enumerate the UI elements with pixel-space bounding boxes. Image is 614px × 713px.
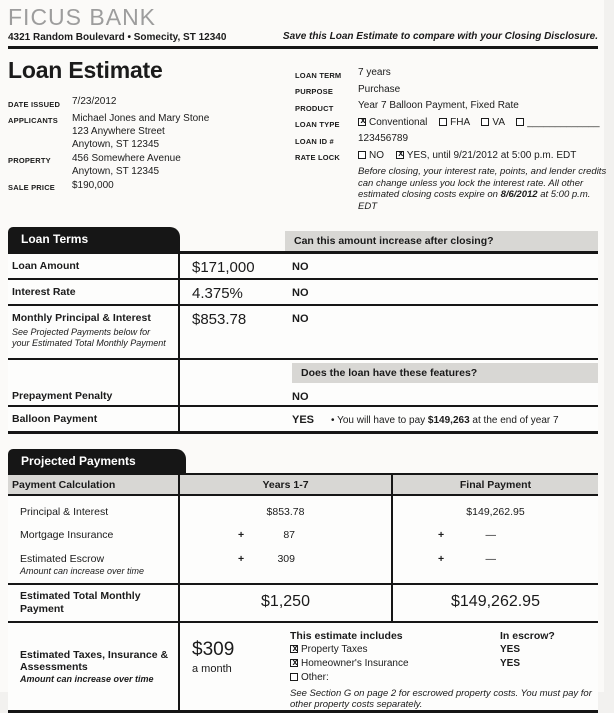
plus-sign: + [438, 529, 445, 541]
rate-lock-yes-checkbox-checked [396, 151, 404, 159]
mortgage-insurance-years: + 87 [180, 526, 393, 550]
purpose-value: Purchase [358, 83, 401, 95]
mortgage-insurance-label: Mortgage Insurance [8, 526, 180, 550]
product-label: PRODUCT [295, 103, 334, 113]
table-row [8, 280, 598, 306]
payment-calculation-header: Payment Calculation [8, 475, 180, 494]
estimated-escrow-label: Estimated Escrow Amount can increase over time [8, 550, 180, 583]
other-type-blank: _____________ [527, 116, 600, 128]
years-1-7-header: Years 1-7 [180, 475, 393, 494]
property-label: PROPERTY [8, 156, 51, 165]
property-row [8, 152, 295, 178]
loan-id-label: LOAN ID # [295, 136, 334, 146]
plus-sign: + [238, 529, 245, 541]
rate-lock-label: RATE LOCK [295, 153, 340, 162]
page-header [8, 5, 598, 43]
estimated-total-label: Estimated Total Monthly Payment [8, 585, 180, 621]
table-row [8, 526, 598, 550]
fha-checkbox [439, 118, 447, 126]
list-item: xProperty Taxes YES [290, 643, 608, 657]
balloon-payment-detail: • You will have to pay $149,263 at the end of year 7 [331, 415, 559, 426]
list-item: xHomeowner's Insurance YES [290, 657, 608, 671]
loan-term-value: 7 years [358, 67, 391, 78]
final-payment-header: Final Payment [459, 479, 532, 491]
loan-id-row [295, 132, 610, 148]
table-row [8, 384, 598, 407]
rate-lock-no-checkbox [358, 151, 366, 159]
table-row [8, 550, 598, 583]
applicants-value: Michael Jones and Mary Stone 123 Anywhere Street Anytown, ST 12345 [72, 112, 210, 150]
list-item: Other: [290, 671, 608, 685]
table-row [8, 583, 598, 621]
estimated-escrow-years: + 309 [180, 550, 393, 583]
loan-amount-answer: NO [292, 261, 309, 273]
monthly-pi-label: Monthly Principal & Interest See Projected Payments below for your Estimated Total Monthly Payment [8, 306, 180, 358]
property-value: 456 Somewhere Avenue Anytown, ST 12345 [72, 152, 181, 177]
applicants-row [8, 112, 295, 151]
in-escrow-title: In escrow? [500, 630, 555, 642]
rate-lock-value: NO x YES, until 9/21/2012 at 5:00 p.m. EDT [358, 149, 576, 165]
table-row [8, 254, 598, 280]
applicant-details [8, 49, 295, 212]
projected-payments-table [8, 473, 598, 713]
mortgage-insurance-final: + — [438, 529, 496, 541]
estimated-total-years: $1,250 [180, 585, 393, 621]
sale-price-label: SALE PRICE [8, 183, 56, 192]
table-row [8, 360, 598, 384]
applicants-label: APPLICANTS [8, 116, 58, 125]
loan-id-value: 123456789 [358, 133, 409, 144]
taxes-includes-block [290, 623, 614, 710]
date-issued-row [8, 95, 295, 111]
table-row [8, 306, 598, 360]
monthly-pi-answer: NO [292, 313, 309, 325]
features-question-cell [292, 360, 598, 384]
purpose-row [295, 83, 610, 99]
sale-price-row [8, 179, 295, 195]
other-checkbox [290, 673, 298, 681]
table-row [8, 621, 598, 710]
increase-question-bar: Can this amount increase after closing? [285, 231, 598, 251]
monthly-pi-sublabel: See Projected Payments below for your Estimated Total Monthly Payment [12, 327, 166, 348]
loan-term-label: LOAN TERM [295, 70, 342, 80]
estimated-taxes-content [180, 623, 614, 710]
interest-rate-value: 4.375% [192, 285, 243, 302]
plus-sign: + [438, 553, 445, 565]
includes-title: This estimate includes [290, 630, 403, 642]
purpose-label: PURPOSE [295, 87, 334, 96]
features-empty-label [8, 360, 180, 384]
prepayment-penalty-label: Prepayment Penalty [8, 384, 180, 405]
principal-interest-label: Principal & Interest [8, 496, 180, 526]
va-checkbox [481, 118, 489, 126]
taxes-amount-suffix: a month [192, 663, 232, 675]
taxes-amount-block [180, 623, 290, 710]
loan-info-section [8, 49, 607, 212]
interest-rate-answer: NO [292, 287, 309, 299]
property-taxes-checkbox-checked [290, 645, 298, 653]
estimated-total-final: $149,262.95 [451, 593, 540, 610]
principal-interest-years: $853.78 [180, 496, 393, 526]
monthly-pi-value: $853.78 [192, 311, 247, 328]
estimated-escrow-sublabel: Amount can increase over time [20, 566, 145, 576]
column-header-row [8, 475, 598, 496]
prepayment-penalty-value [180, 384, 292, 405]
features-question-bar: Does the loan have these features? [292, 363, 598, 383]
estimated-taxes-label: Estimated Taxes, Insurance & Assessments Amount can increase over time [8, 623, 180, 710]
loan-terms-header [8, 227, 598, 251]
rate-lock-note: Before closing, your interest rate, points, and lender credits can change unless you lock the interest rate. All other estimated closing costs expire on 8/6/2012 at 5:00 p.m. EDT [358, 166, 607, 212]
rate-lock-row [295, 149, 610, 165]
homeowners-insurance-checkbox-checked [290, 659, 298, 667]
taxes-amount: $309 [192, 639, 235, 660]
features-empty-value [180, 360, 292, 384]
interest-rate-label: Interest Rate [8, 280, 180, 304]
product-row [295, 99, 610, 115]
balloon-payment-value [180, 407, 292, 431]
loan-amount-value: $171,000 [192, 259, 255, 276]
page-title: Loan Estimate [8, 57, 163, 83]
table-row [8, 496, 598, 526]
principal-interest-final: $149,262.95 [466, 506, 525, 518]
save-note: Save this Loan Estimate to compare with your Closing Disclosure. [282, 31, 598, 42]
product-value: Year 7 Balloon Payment, Fixed Rate [358, 100, 519, 111]
estimated-taxes-sublabel: Amount can increase over time [20, 674, 154, 684]
loan-type-row [295, 116, 610, 132]
conventional-checkbox-checked [358, 118, 366, 126]
taxes-note: See Section G on page 2 for escrowed property costs. You must pay for other property costs separately. [290, 688, 592, 710]
other-type-checkbox [516, 118, 524, 126]
bank-address: 4321 Random Boulevard • Somecity, ST 12340 [8, 32, 227, 43]
balloon-payment-answer: YES • You will have to pay $149,263 at the end of year 7 [292, 414, 559, 426]
plus-sign: + [238, 553, 245, 565]
prepayment-penalty-answer: NO [292, 391, 309, 403]
loan-type-value: x Conventional FHA VA _____________ [358, 116, 600, 132]
loan-terms-table [8, 251, 598, 434]
balloon-payment-label: Balloon Payment [8, 407, 180, 431]
sale-price-value: $190,000 [72, 179, 114, 191]
bank-logo: FICUS BANK [8, 4, 157, 30]
estimated-escrow-final: + — [438, 553, 496, 565]
projected-payments-tab: Projected Payments [8, 449, 186, 473]
table-row [8, 407, 598, 431]
projected-payments-header [8, 449, 598, 473]
loan-type-label: LOAN TYPE [295, 120, 340, 129]
includes-header [290, 629, 608, 643]
loan-amount-label: Loan Amount [8, 254, 180, 278]
lender-block [8, 5, 226, 43]
loan-details [295, 49, 610, 212]
date-issued-label: DATE ISSUED [8, 99, 61, 109]
loan-term-row [295, 66, 610, 82]
loan-terms-tab: Loan Terms [8, 227, 180, 251]
date-issued-value: 7/23/2012 [72, 96, 117, 107]
